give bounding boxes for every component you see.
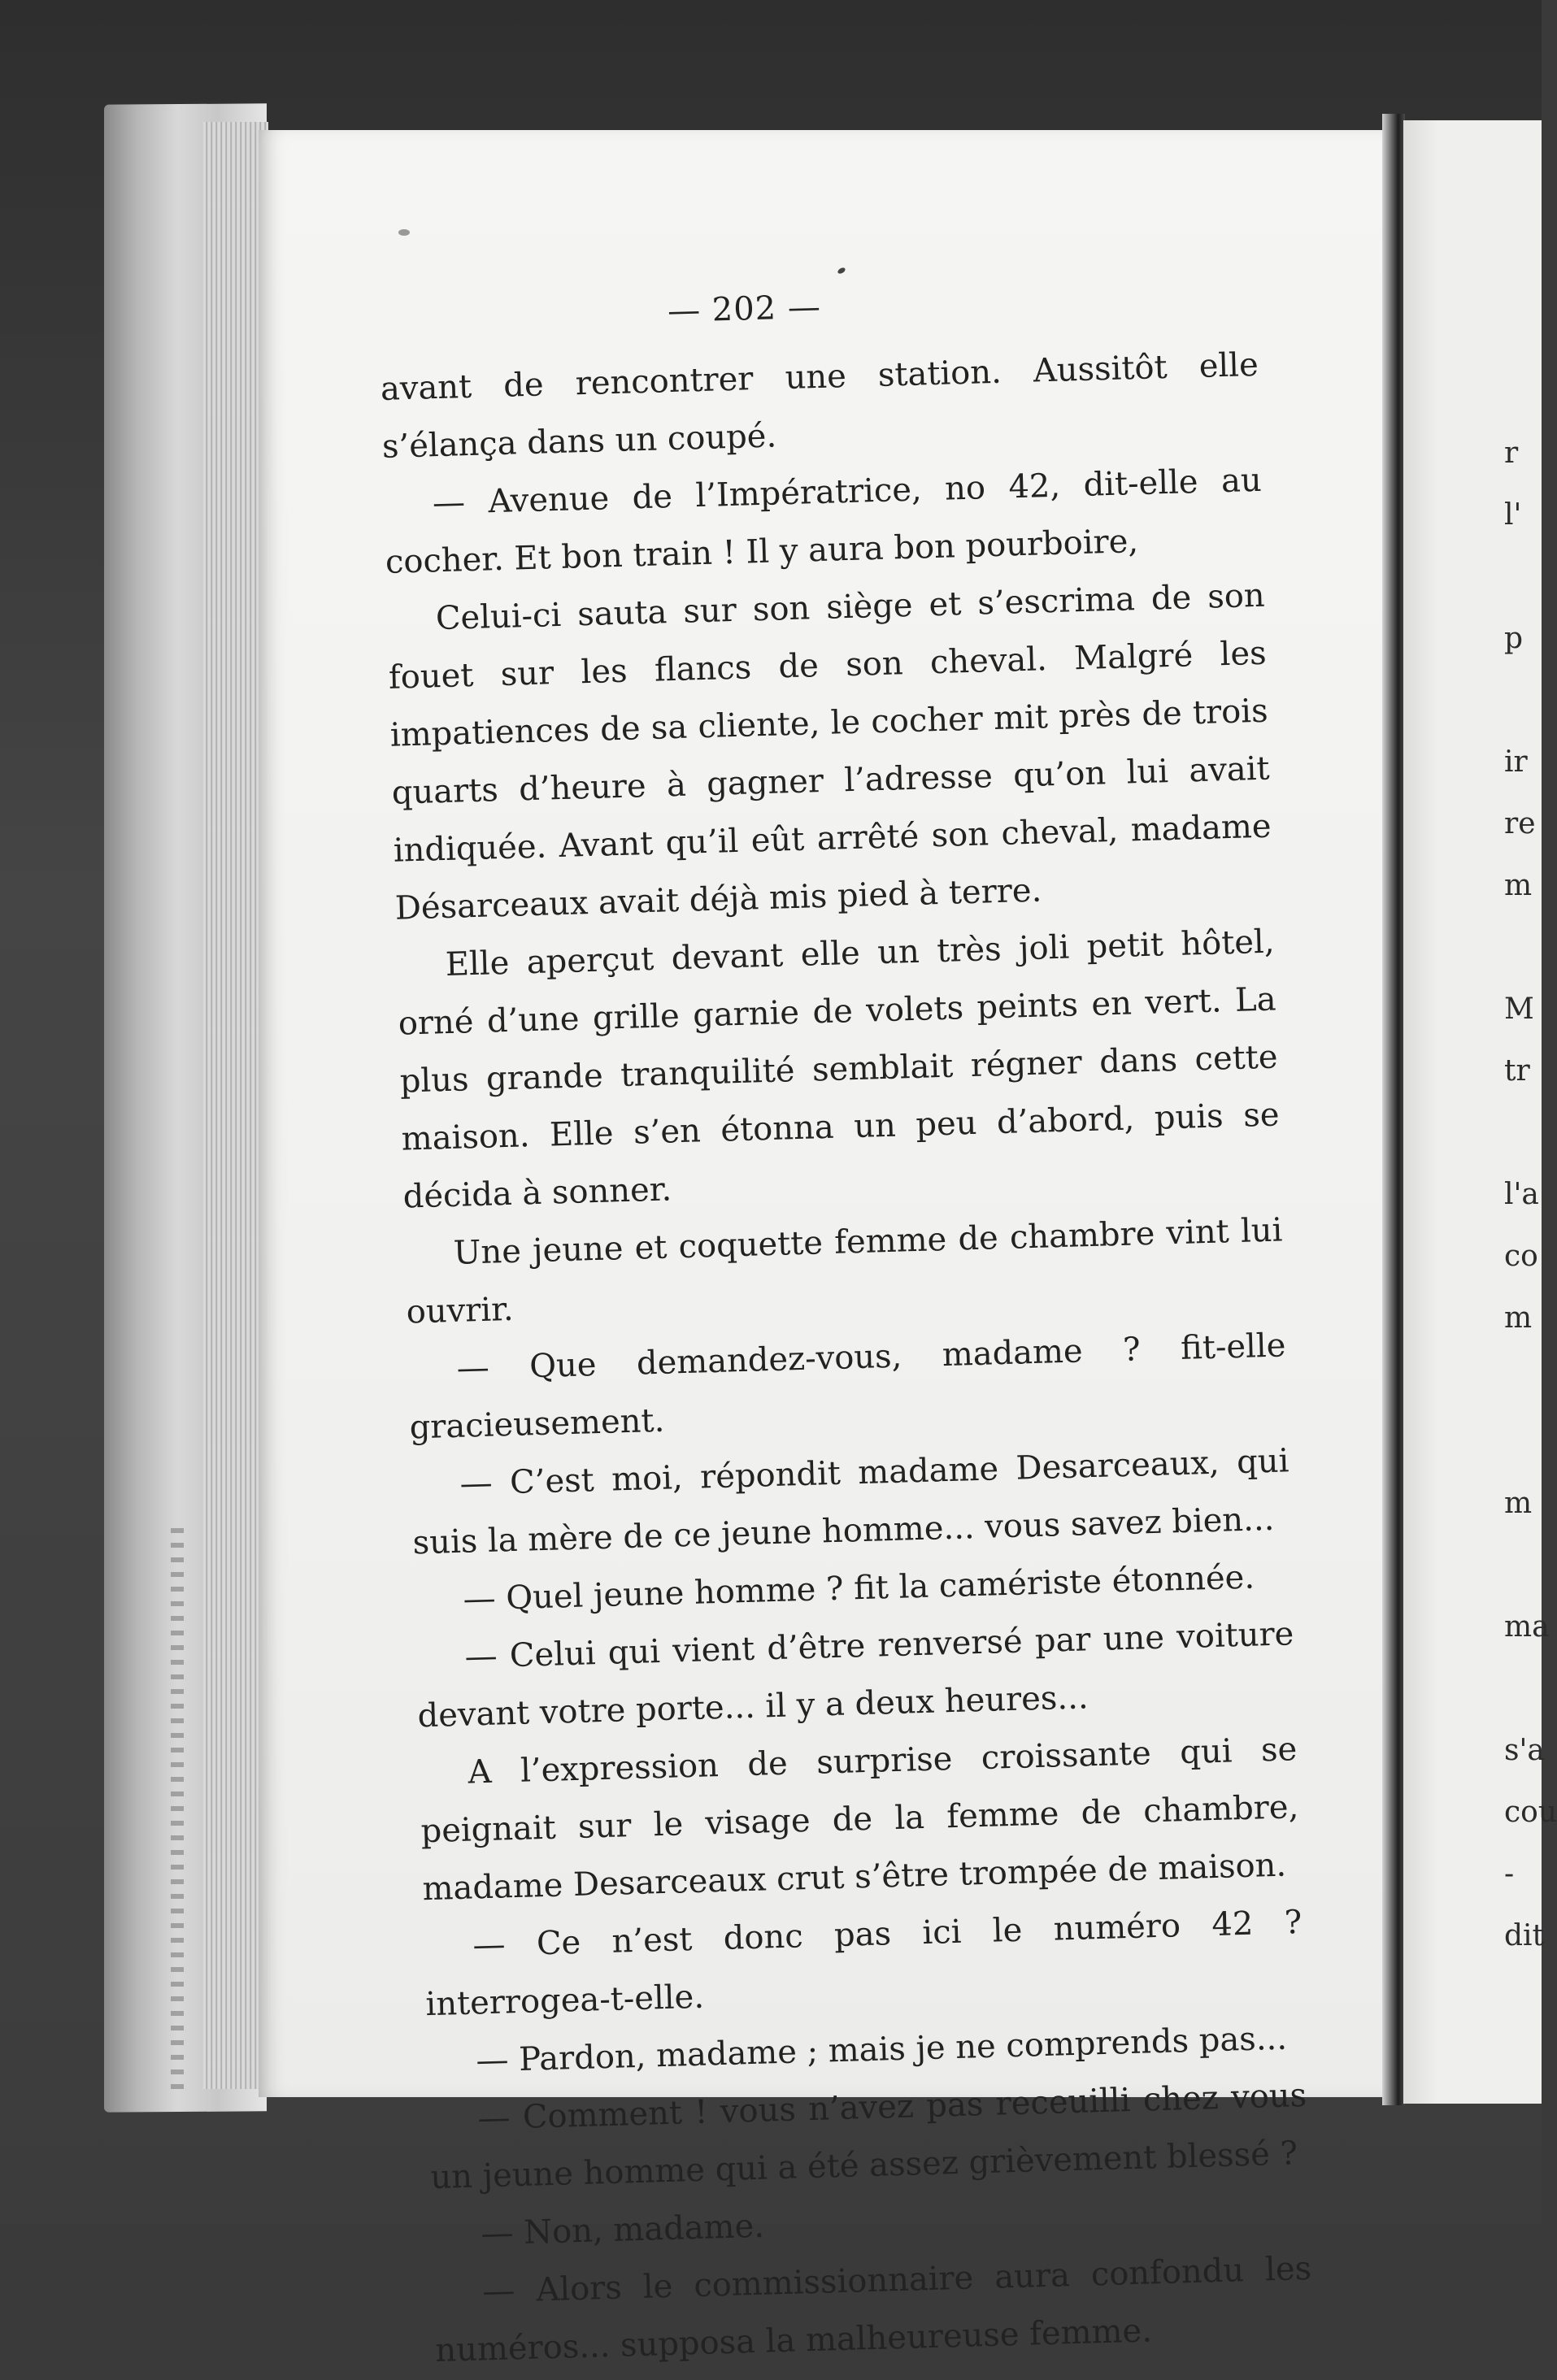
paragraph: — Quel jeune homme ? fit la caméristе étonnée.	[463, 1558, 1255, 1618]
book-gutter	[1382, 114, 1405, 2105]
paragraph: — Ce n’est donc pas ici le numéro 42 ? interrogea-t-elle.	[424, 1904, 1303, 2024]
paragraph: A l’expression de surprise croissante qui se peignait sur le visage de la femme de chambre, madame Desarceaux crut s’être trompée de maison.	[420, 1731, 1299, 1909]
paragraph: — Comment ! vous n’avez pas receuilli chez vous un jeune homme qui a été assez grièvement blessé ?	[429, 2076, 1307, 2197]
paragraph: — Avenue de l’Impératrice, no 42, dit-elle au cocher. Et bon train ! Il y aura bon pourboire,	[385, 461, 1263, 581]
page-text-block	[378, 274, 1387, 2380]
paragraph: — Alors le commissionnaire aura confondu les numéros... supposa la malheureuse femme.	[434, 2249, 1312, 2370]
paragraph: — Pardon, madame ; mais je ne comprends pas...	[475, 2019, 1288, 2080]
paragraph: — C’est moi, répondit madame Desarceaux, qui suis la mère de ce jeune homme... vous savez bien...	[412, 1442, 1290, 1562]
ink-speck	[398, 229, 410, 236]
paragraph: Une jeune et coquette femme de chambre vint lui ouvrir.	[406, 1211, 1284, 1331]
paragraph: — Que demandez-vous, madame ? fit-elle gracieusement.	[409, 1327, 1286, 1447]
paragraph-list	[380, 334, 1387, 2380]
paragraph: — Non, madame.	[480, 2207, 765, 2253]
page-number: — 202 —	[667, 288, 822, 331]
paragraph: — Celui qui vient d’être renversé par une voiture devant votre porte... il y a deux heures...	[416, 1615, 1294, 1735]
paragraph: Celui-ci sauta sur son siège et s’escrima de son fouet sur les flancs de son cheval. Malgré les impatiences de sa cliente, le cocher mit près de trois quarts d’heure à gagner l’adresse qu’on lui avait indiquée. Avant qu’il eût arrêté son cheval, madame Désarceaux avait déjà mis pied à terre.	[388, 576, 1272, 927]
paragraph: avant de rencontrer une station. Aussitôt elle s’élança dans un coupé.	[380, 345, 1259, 466]
facing-page-text-fragments: r l' p ir re m M tr l'a co m m ma s'a cou - dit	[1504, 436, 1557, 1952]
page-edge-dots	[171, 1528, 184, 2097]
paragraph: Elle aperçut devant elle un très joli petit hôtel, orné d’une grille garnie de volets peints en vert. La plus grande tranquilité semblait régner dans cette maison. Elle s’en étonna un peu d’abord, puis se décida à sonner.	[398, 923, 1281, 1216]
